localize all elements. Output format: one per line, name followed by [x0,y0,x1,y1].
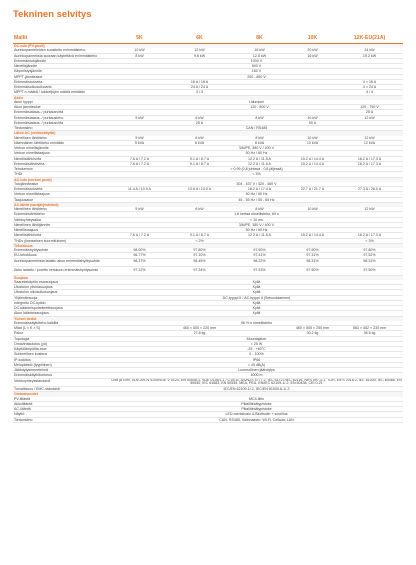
row-label: Nimellinen lähtöjännite [13,222,109,227]
row-value: 24 kW [335,48,403,53]
row-value: 6 kW [169,207,229,212]
page-title: Tekninen selvitys [13,9,92,20]
row-value: 160 V [109,69,403,74]
row-value: 16 kW [229,48,289,53]
row-value: 98.22% [229,258,289,267]
row-value: G98 ja G99, VDE-AR-N 4105/VDE V 0124, EN 50549-1, VDE 0126/1-1 / C10/11, AS/NZS 4777.2, IEC 61727/IEC 62116, NRS 097-2-1, TOR, EIFS 2018.2, IEC 61000, IEC 60068, EN 50530, IEC 61683, EN 50539, MEA, PEA, EN/IEC 62109-1/-2, EN 50438, CEI 0-21 [109,378,403,387]
row-label: Aurinkopaneeleista ladattu akun enimmäishyötysuhde [13,258,109,267]
section-label: AC-tulo (verkon puoli) [13,177,403,182]
section-label: DC-tulo (PV-puoli) [13,44,403,49]
section-label: Tehokkuus [13,243,403,248]
row-label: Verkon nimellisjännite [13,146,109,151]
row-label: Akkuliitäntä [13,401,109,406]
row-value: 27.3 A / 26.0 A [335,187,403,192]
row-value: 50 Hz / 60 Hz [109,151,403,156]
row-value: 9.1 A / 8.7 A [169,161,229,166]
row-label: Nimellistaajuus [13,228,109,233]
table-row [13,267,403,276]
row-value: 97.80% [169,248,229,253]
row-label: Mitat (L × K × S) [13,326,109,331]
row-label: Akun tyyppi [13,100,109,105]
row-label: Nimellinen lähtöteho [13,207,109,212]
row-value: Kyllä [109,300,403,305]
row-value: Kyllä [109,306,403,311]
section-label: Yleiset tiedot [13,316,403,321]
section-label: Akku [13,95,403,100]
row-value: 10 kW [289,207,335,212]
row-label: AC-liitäntä [13,407,109,412]
row-value: 97.22% [109,267,169,276]
row-value: 4 / 4 [335,90,403,95]
row-label: Enimmäislataus- / purkausvirta [13,120,109,125]
row-value: 97.41% [229,253,289,258]
table-row [13,378,403,387]
header-cell: 6K [169,34,229,44]
row-label: Tiedonsiirto [13,126,109,131]
row-value: 13.6 A / 13.0 A [169,187,229,192]
row-value: 19.2 kW [335,53,403,58]
row-value: -25 - +60°C [109,347,403,352]
row-value: < 40 dB(A) [109,362,403,367]
row-value: 7.6 A / 7.2 A [109,156,169,161]
row-value: 304 - 437 V / 320 - 460 V [109,182,403,187]
spec-table [13,34,403,423]
row-label: Suhteellinen kosteus [13,352,109,357]
row-label: Akun käänteissuojaus [13,311,109,316]
row-value: 8 kVA [229,140,289,145]
row-value: 12 kW [169,48,229,53]
row-value: 460 × 505 × 250 mm [289,326,335,331]
row-label: Enimmäiskäyttökorkeus [13,373,109,378]
row-label: MPPT-jännitealue [13,74,109,79]
row-value: 12.2 A / 11.5 A [229,156,289,161]
row-value: 18.2 A / 17.4 A [229,187,289,192]
row-value: 9.1 A / 8.7 A [169,156,229,161]
row-label: Käynnistysjännite [13,69,109,74]
row-label: Enimmäisoikosulkuvirta [13,85,109,90]
row-label: Tulojännitealue [13,182,109,187]
row-label: Näennäinen lähtöteho enintään [13,140,109,145]
row-value: > 0,99 (0,8 johtava - 0,8 jäljessä) [109,167,403,172]
row-label: Akun jännitealue [13,105,109,110]
row-label: Enimmäiskäyttöteho kaikilla [13,321,109,326]
row-value: 22.7 A / 21.7 A [289,187,335,192]
row-value: 97.34% [169,267,229,276]
row-value: 50 A [289,120,335,125]
row-label: Enimmäislähtöteho [13,212,109,217]
row-label: Taajuusalue [13,197,109,202]
row-label: Verkon nimellistaajuus [13,151,109,156]
section-label: Lähtö AC (verkkokäyttö) [13,131,403,136]
row-label: Verkkoyhteysstandardi [13,378,109,387]
row-value: 24 A / 24 A [169,85,229,90]
row-label: Saarekekäytön estosuojaus [13,280,109,285]
section-label: Suojaus [13,275,403,280]
row-value: 97.50% [289,267,335,276]
row-value: IEC/EN 62109-1/-2, IEC/EN 61000-6-1/-3 [109,387,403,392]
row-value: 5 kW [109,136,169,141]
row-value: Kyllä [109,280,403,285]
row-label: Turvallisuus / EMC-standardi [13,387,109,392]
row-value: 18.2 A / 17.3 A [335,156,403,161]
table-row [13,417,403,422]
row-value: 98.00% [109,248,169,253]
row-value: 97.80% [335,248,403,253]
row-value: 1000 V [109,58,403,63]
row-label: Topologia [13,336,109,341]
row-value: 5 kW [109,115,169,120]
row-value: Pikaliitintätypistoke [109,401,403,406]
row-value: 15.2 A / 14.4 A [289,161,335,166]
row-value: 12 kW [335,115,403,120]
row-value: 15.2 A / 14.4 A [289,156,335,161]
row-value: 10 kW [109,48,169,53]
row-value: 27.8 kg [169,331,229,336]
header-cell: 8K [229,34,289,44]
row-value: < 3% [109,172,403,177]
row-value: 10 kVA [289,140,335,145]
row-value: 20 kW [289,48,335,53]
row-value: 16 A / 16 A [169,79,229,84]
row-value: 9.1 A / 8.7 A [169,233,229,238]
row-value: Luonnollinen jäähdytys [109,368,403,373]
header-cell: Mallit [13,34,109,44]
row-value: 600 V [109,64,403,69]
row-label: Jäähdytysmenetelmä [13,368,109,373]
row-value: 45 - 55 Hz / 55 - 65 Hz [109,197,403,202]
row-value: 9.6 kW [169,53,229,58]
row-value: 0 - 100% [109,352,403,357]
table-row [13,258,403,267]
row-value: 120 - 800 V [229,105,289,110]
row-value: 18.2 A / 17.3 A [335,233,403,238]
row-value: 25 A [169,120,229,125]
row-value: 4000 m [109,373,403,378]
row-value: LED-merkkivalo & Bluetooth + sovellus [109,412,403,417]
row-label: Akku ladattu / purettu verkkoon enimmäishyötysuhde [13,267,109,276]
row-value: 3/N/PE, 380 V / 400 V [109,146,403,151]
row-label: IP-luokitus [13,357,109,362]
row-value: 200 - 850 V [109,74,403,79]
row-value: Pikaliitintätypistoke [109,407,403,412]
row-value: 97.50% [229,248,289,253]
row-label: Integroitu DC-kytkin [13,300,109,305]
row-value: 25 A [335,110,403,115]
row-value: 97.90% [289,248,335,253]
header-cell: 12K-EU(21A) [335,34,403,44]
row-value: 7.6 A / 7.2 A [109,233,169,238]
row-label: Enimmäishyötysuhde [13,248,109,253]
row-value: 12 kW [335,207,403,212]
row-value: 12 kW [335,136,403,141]
row-value: 50 Hz / 60 Hz [109,192,403,197]
row-value: 50 Hz / 60 Hz [109,228,403,233]
section-label: AC-lähtö (varajärjestelmä) [13,202,403,207]
row-label: Käyttölämpötila-alue [13,347,109,352]
row-label: Näyttö [13,412,109,417]
row-value: 6 kVA [169,140,229,145]
row-label: Enimmäislataus- / purkausteho [13,115,109,120]
row-value: 4 × 16 A [335,79,403,84]
row-value: Kyllä [109,285,403,290]
row-value: 10 kW [289,136,335,141]
row-value: 6 kW [169,115,229,120]
row-value: 12.2 A / 11.5 A [229,161,289,166]
row-value: 97.52% [335,253,403,258]
header-cell: 10K [289,34,335,44]
row-label: Tiedonsiirto [13,417,109,422]
row-label: THDv (lineaarisen kuormituksen) [13,238,109,243]
row-label: Tehokerroin [13,167,109,172]
row-value: 11.4 A / 10.9 A [109,187,169,192]
row-label: Nimellisjännite [13,64,109,69]
row-label: Enimmäistulovirta [13,79,109,84]
row-label: Nimellinen lähtöteho [13,136,109,141]
row-value: 96 %:n nimellisteho [109,321,403,326]
row-label: Nimellislähtövirta [13,233,109,238]
row-value: 10 kW [289,115,335,120]
row-value: 30.2 kg [289,331,335,336]
row-value: 3 / 3 [169,90,229,95]
row-label: Nimellislähtövirta [13,156,109,161]
table-header-row [13,34,403,44]
row-value: IP66 [109,357,403,362]
row-value: 36.5 kg [335,331,403,336]
row-label: Vaihtoyhteysaika [13,217,109,222]
row-value: 8 kW [229,115,289,120]
row-value: Muuntajaton [109,336,403,341]
row-value: CAN, RS485, Valinnainen: Wi-Fi, Cellular, LAN [109,417,403,422]
row-value: Litiumioni [109,100,403,105]
row-value: < 10 ms [109,217,403,222]
row-value: Kyllä [109,290,403,295]
row-label: Verkon nimellistaajuus [13,192,109,197]
row-value: DC-tyyppi II / AC-tyyppi II (Sekundaarinen) [109,295,403,300]
row-label: Ulostulon oikosulkusuojaus [13,290,109,295]
row-value: 12.8 kW [229,53,289,58]
row-value: CAN / RS485 [109,126,403,131]
row-label: DC-käänteispolariteettisuojaus [13,306,109,311]
header-cell: 5K [109,34,169,44]
row-value: 8 kW [229,207,289,212]
row-value: 96.77% [109,253,169,258]
row-value: 5 kVA [109,140,169,145]
row-value: 18.2 A / 17.3 A [335,161,403,166]
row-value: < 25 W [109,341,403,346]
row-value: 4 × 24 A [335,85,403,90]
row-value: MC4-liitin [109,397,403,402]
section-label: Ominaisuudet [13,392,403,397]
row-value: 8 kW [229,136,289,141]
row-label: Enimmäistulovirta [13,187,109,192]
row-value: 460 × 505 × 220 mm [169,326,229,331]
row-value: 97.10% [169,253,229,258]
row-value: 6 kW [169,136,229,141]
row-label: MPPT:n määrä / tuloketjujen määrä enintään [13,90,109,95]
row-value: 97.53% [229,267,289,276]
row-label: PV-liitäntä [13,397,109,402]
row-value: 5 kW [109,207,169,212]
row-label: Enimmäistulojännite [13,58,109,63]
row-label: Paino [13,331,109,336]
row-label: Enimmäislataus- / purkausvirta [13,110,109,115]
row-label: Aurinkopaneelista suoraan käytettävä enimmäisteho [13,53,109,58]
row-value: 98.31% [289,258,335,267]
row-label: Ulostulon ylivirtasuojaus [13,285,109,290]
row-value: 15.2 A / 14.4 A [289,233,335,238]
row-label: Aurinkopaneeleiden suositeltu enimmäisteho [13,48,109,53]
row-label: Enimmäislähtövirta [13,161,109,166]
row-value: 98.31% [335,258,403,267]
row-label: Ylijännitesuoja [13,295,109,300]
row-value: 12 kVA [335,140,403,145]
row-value: 7.6 A / 7.2 A [109,161,169,166]
row-value: < 2% [169,238,229,243]
row-label: Omavirtakulutus (yö) [13,341,109,346]
row-label: Melupäästö (tyypillinen) [13,362,109,367]
row-value: 3/N/PE, 380 V / 400 V [109,222,403,227]
row-value: 97.50% [335,267,403,276]
row-value: < 3% [335,238,403,243]
row-value: 97.31% [289,253,335,258]
row-value: Kyllä [109,311,403,316]
row-label: THDi [13,172,109,177]
row-value: 98.45% [169,258,229,267]
row-value: 120 - 750 V [335,105,403,110]
row-value: 16 kW [289,53,335,58]
row-label: EU-tehokkuus [13,253,109,258]
row-value: 8 kW [109,53,169,58]
row-value: 1,6 kertaa nimellisteho, 60 s [109,212,403,217]
row-value: 12.2 A / 11.5 A [229,233,289,238]
row-value: 98.37% [109,258,169,267]
row-value: 563 × 452 × 230 mm [335,326,403,331]
